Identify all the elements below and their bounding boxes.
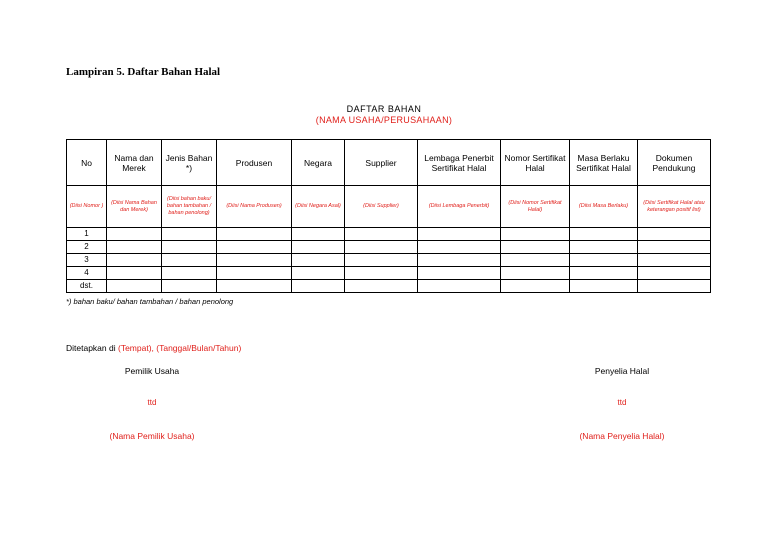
- instruction-cell: (Diisi Masa Berlaku): [570, 186, 638, 228]
- table-header-row: [67, 140, 711, 186]
- instruction-cell: (Diisi Nomor ): [67, 186, 107, 228]
- table-instruction-row: [67, 186, 711, 228]
- instruction-cell: (Diisi Nama Bahan dan Merek): [107, 186, 162, 228]
- table-row: [67, 241, 711, 254]
- signature-role: Penyelia Halal: [594, 366, 650, 376]
- header-negara: Negara: [292, 140, 345, 186]
- title-nama-usaha: (NAMA USAHA/PERUSAHAAN): [315, 115, 453, 125]
- header-produsen: Produsen: [217, 140, 292, 186]
- header-nama-merek: Nama dan Merek: [107, 140, 162, 186]
- row-number: 3: [67, 254, 107, 267]
- instruction-cell: (Diisi bahan baku/ bahan tambahan / bahan penolong): [162, 186, 217, 228]
- row-number: 1: [67, 228, 107, 241]
- header-nomor-sertifikat: Nomor Sertifikat Halal: [501, 140, 570, 186]
- signature-penyelia-halal: [566, 366, 678, 441]
- instruction-cell: (Diisi Nomor Sertifikat Halal): [501, 186, 570, 228]
- signature-pemilik-usaha: [96, 366, 208, 441]
- header-no: No: [67, 140, 107, 186]
- header-masa-berlaku: Masa Berlaku Sertifikat Halal: [570, 140, 638, 186]
- table-row: [67, 267, 711, 280]
- table-row: [67, 280, 711, 293]
- instruction-cell: (Diisi Nama Produsen): [217, 186, 292, 228]
- header-dokumen-pendukung: Dokumen Pendukung: [638, 140, 711, 186]
- header-supplier: Supplier: [345, 140, 418, 186]
- signature-name: (Nama Pemilik Usaha): [109, 431, 195, 441]
- signature-ttd: ttd: [617, 398, 627, 407]
- instruction-cell: (Diisi Negara Asal): [292, 186, 345, 228]
- signature-name: (Nama Penyelia Halal): [579, 431, 665, 441]
- signature-role: Pemilik Usaha: [124, 366, 180, 376]
- instruction-cell: (Diisi Supplier): [345, 186, 418, 228]
- header-lembaga-penerbit: Lembaga Penerbit Sertifikat Halal: [418, 140, 501, 186]
- table-row: [67, 228, 711, 241]
- instruction-cell: (Diisi Sertifikat Halal atau keterangan positif list): [638, 186, 711, 228]
- header-jenis-bahan: Jenis Bahan *): [162, 140, 217, 186]
- document-title: [0, 104, 768, 126]
- ditetapkan-place-date: (Tempat), (Tanggal/Bulan/Tahun): [118, 343, 242, 353]
- ditetapkan-line: [66, 343, 241, 353]
- row-number: dst.: [67, 280, 107, 293]
- title-daftar-bahan: DAFTAR BAHAN: [346, 104, 422, 114]
- signature-ttd: ttd: [147, 398, 157, 407]
- daftar-bahan-table: [66, 139, 711, 293]
- instruction-cell: (Diisi Lembaga Penerbit): [418, 186, 501, 228]
- page-heading: Lampiran 5. Daftar Bahan Halal: [66, 66, 221, 78]
- row-number: 4: [67, 267, 107, 280]
- row-number: 2: [67, 241, 107, 254]
- table-row: [67, 254, 711, 267]
- ditetapkan-label: Ditetapkan di: [66, 343, 116, 353]
- table-footnote: *) bahan baku/ bahan tambahan / bahan penolong: [66, 297, 234, 306]
